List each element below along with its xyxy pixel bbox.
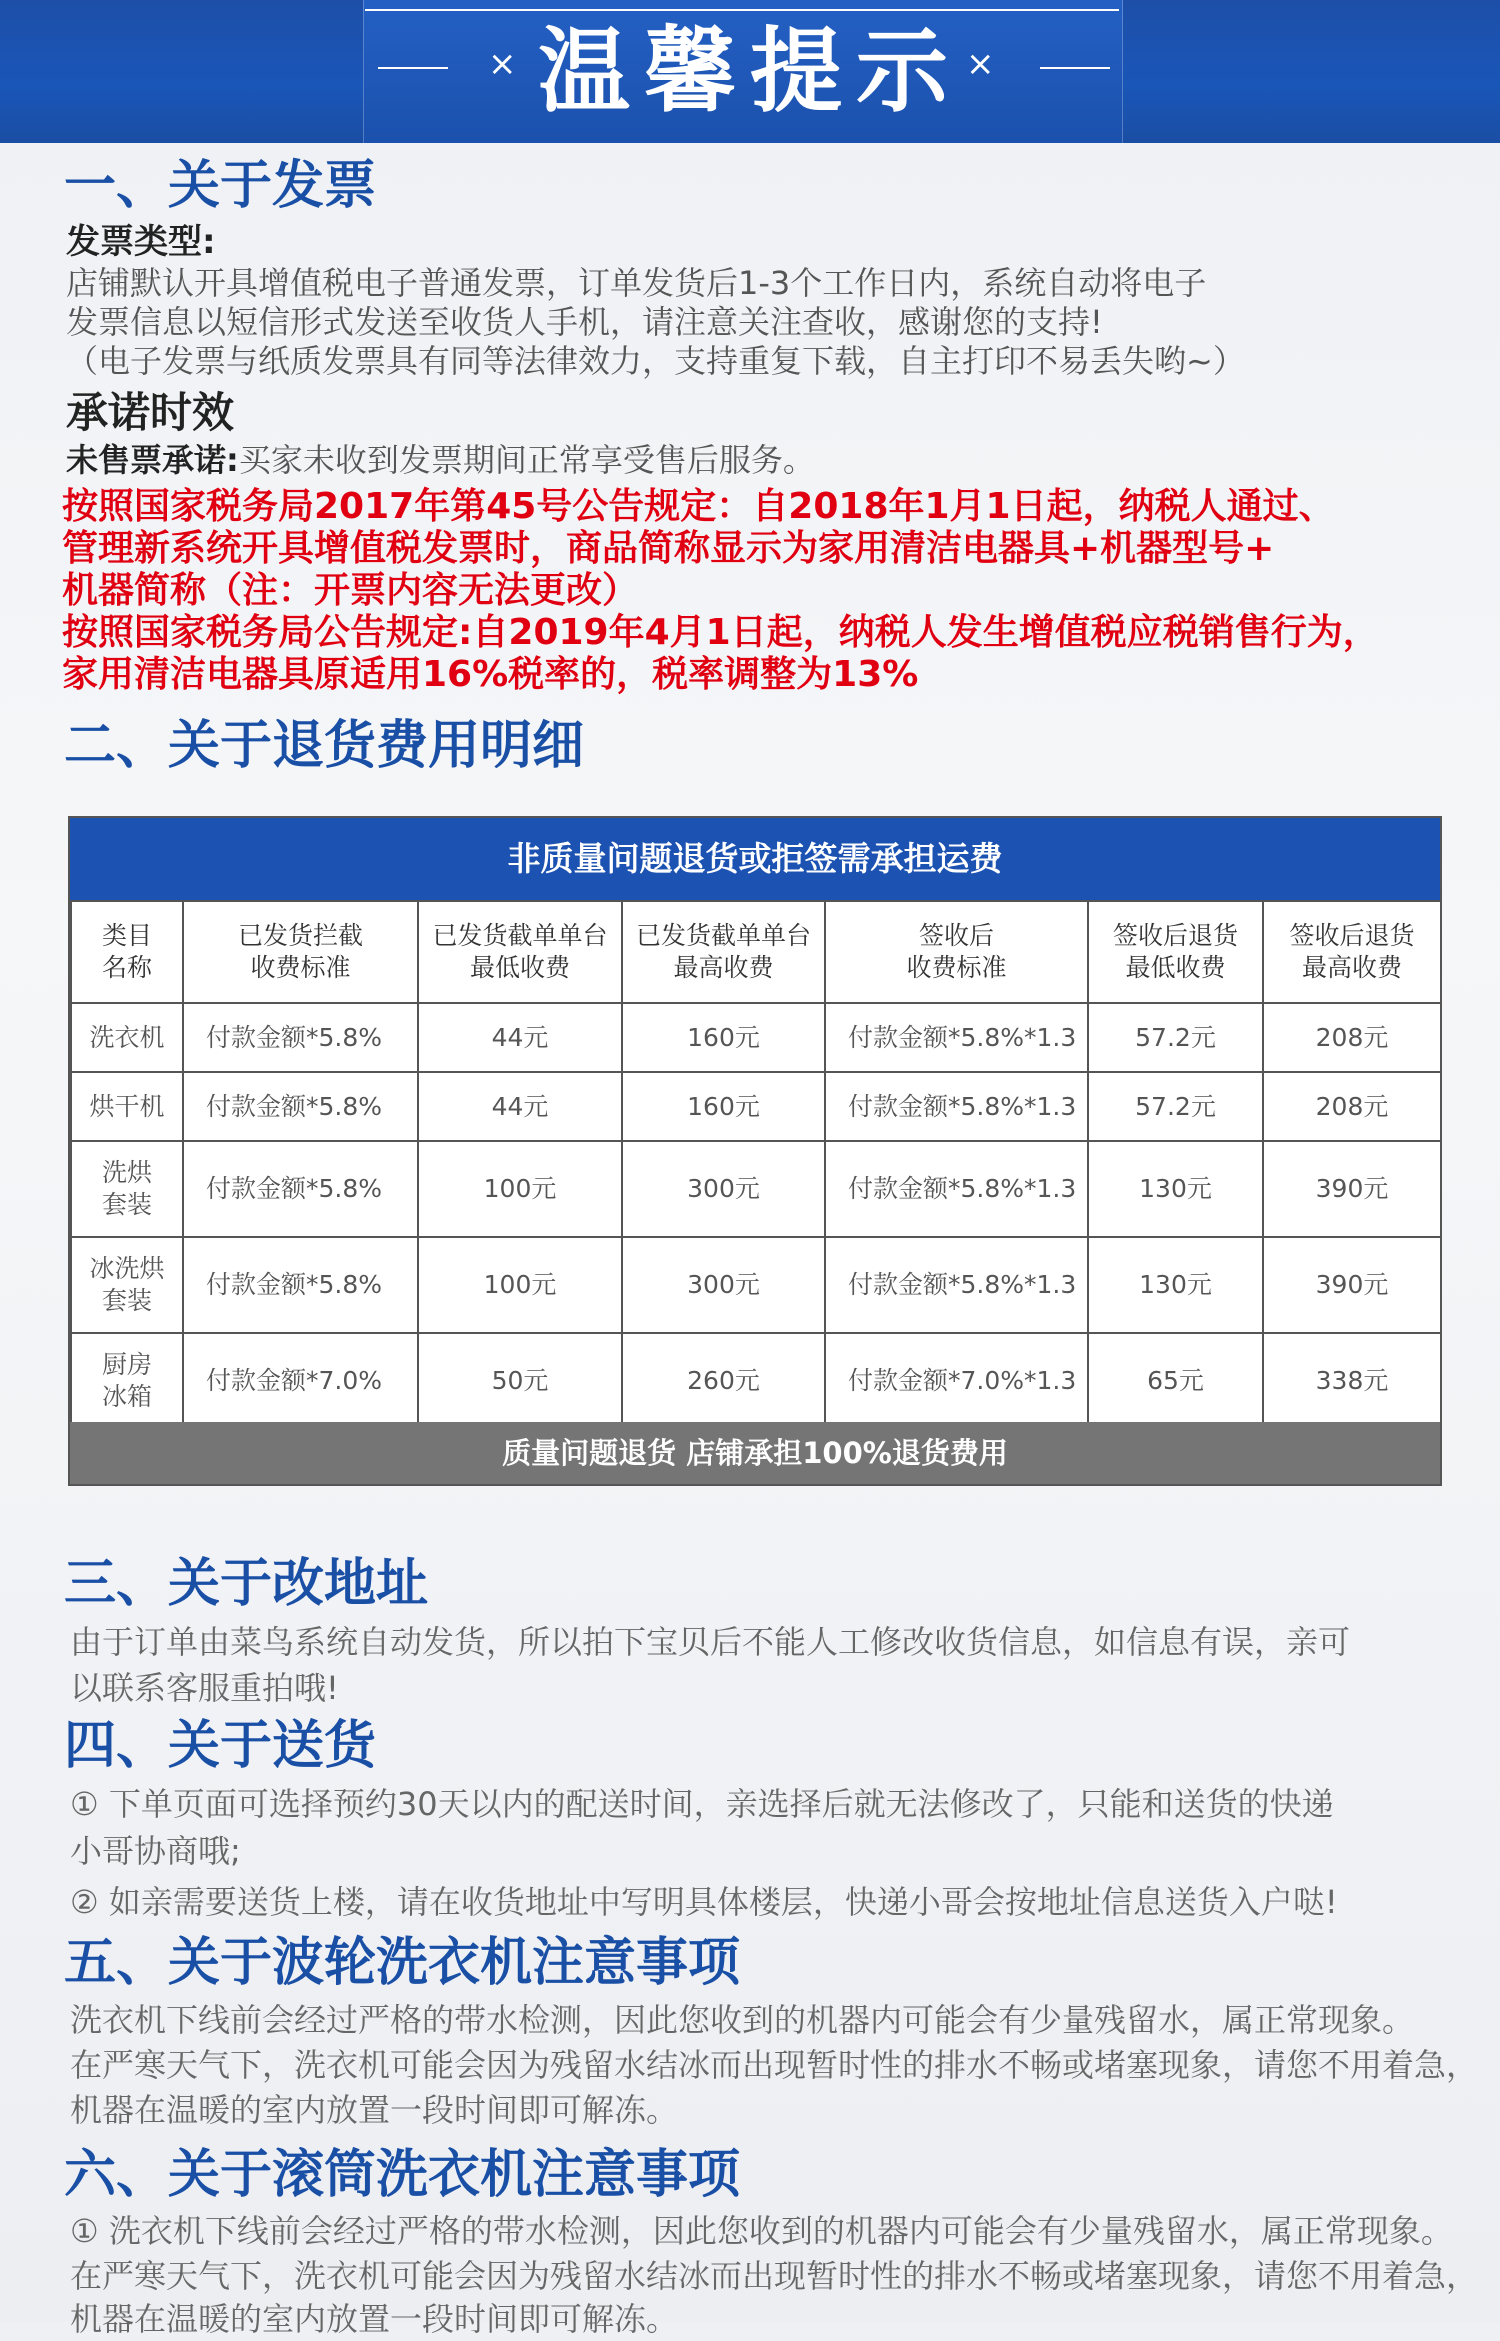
pulsator-text-line: 洗衣机下线前会经过严格的带水检测，因此您收到的机器内可能会有少量残留水，属正常现象。 <box>70 2001 1415 2039</box>
return-max-cell: 338元 <box>1263 1333 1441 1429</box>
return-max-cell: 208元 <box>1263 1072 1441 1141</box>
section-delivery-title: 四、关于送货 <box>64 1716 377 1776</box>
section-address-title: 三、关于改地址 <box>64 1554 429 1614</box>
table-footer: 质量问题退货 店铺承担100%退货费用 <box>70 1422 1440 1484</box>
intercept-std-cell: 付款金额*5.8% <box>183 1141 418 1237</box>
invoice-text-line: （电子发票与纸质发票具有同等法律效力，支持重复下载，自主打印不易丢失哟~） <box>66 342 1245 380</box>
column-header: 类目 名称 <box>71 901 183 1003</box>
sign-std-cell: 付款金额*5.8%*1.3 <box>825 1141 1088 1237</box>
return-min-cell: 65元 <box>1088 1333 1263 1429</box>
page-title: 温馨提示 <box>537 18 962 125</box>
intercept-std-cell: 付款金额*5.8% <box>183 1237 418 1333</box>
return-min-cell: 130元 <box>1088 1237 1263 1333</box>
column-header: 已发货截单单台 最低收费 <box>418 901 622 1003</box>
category-cell: 冰洗烘 套装 <box>71 1237 183 1333</box>
promise-label: 未售票承诺: <box>66 441 239 479</box>
tax-notice-line: 管理新系统开具增值税发票时，商品简称显示为家用清洁电器具+机器型号+ <box>62 528 1275 569</box>
sign-std-cell: 付款金额*5.8%*1.3 <box>825 1072 1088 1141</box>
category-cell: 烘干机 <box>71 1072 183 1141</box>
min-fee-cell: 44元 <box>418 1003 622 1072</box>
pulsator-text-line: 机器在温暖的室内放置一段时间即可解冻。 <box>70 2091 679 2129</box>
max-fee-cell: 260元 <box>622 1333 825 1429</box>
sign-std-cell: 付款金额*5.8%*1.3 <box>825 1003 1088 1072</box>
max-fee-cell: 300元 <box>622 1141 825 1237</box>
section-returns-title: 二、关于退货费用明细 <box>64 716 585 776</box>
address-text-line: 以联系客服重拍哦! <box>70 1669 339 1707</box>
return-min-cell: 130元 <box>1088 1141 1263 1237</box>
return-fee-table <box>68 816 1442 1486</box>
promise-title: 承诺时效 <box>66 388 235 437</box>
deco-cross-right-icon: × <box>966 44 995 84</box>
section-pulsator-title: 五、关于波轮洗衣机注意事项 <box>64 1933 741 1993</box>
intercept-std-cell: 付款金额*5.8% <box>183 1072 418 1141</box>
promise-text: 买家未收到发票期间正常享受售后服务。 <box>238 441 815 479</box>
promise-line <box>66 441 815 479</box>
min-fee-cell: 44元 <box>418 1072 622 1141</box>
max-fee-cell: 160元 <box>622 1003 825 1072</box>
column-header: 已发货拦截 收费标准 <box>183 901 418 1003</box>
min-fee-cell: 100元 <box>418 1141 622 1237</box>
return-max-cell: 390元 <box>1263 1237 1441 1333</box>
delivery-text-line: ② 如亲需要送货上楼，请在收货地址中写明具体楼层，快递小哥会按地址信息送货入户哒! <box>70 1883 1338 1921</box>
drum-text-line: ① 洗衣机下线前会经过严格的带水检测，因此您收到的机器内可能会有少量残留水，属正常现象。 <box>70 2212 1453 2250</box>
banner-top-line <box>365 9 1119 11</box>
drum-text-line: 在严寒天气下，洗衣机可能会因为残留水结冰而出现暂时性的排水不畅或堵塞现象，请您不用着急， <box>70 2257 1479 2295</box>
tax-notice-line: 机器简称（注：开票内容无法更改） <box>62 570 639 611</box>
table-row <box>71 1237 1441 1333</box>
address-text-line: 由于订单由菜鸟系统自动发货，所以拍下宝贝后不能人工修改收货信息，如信息有误，亲可 <box>70 1623 1351 1661</box>
table-row <box>71 1072 1441 1141</box>
invoice-type-label: 发票类型: <box>66 222 216 262</box>
column-header: 签收后 收费标准 <box>825 901 1088 1003</box>
return-max-cell: 390元 <box>1263 1141 1441 1237</box>
table-row <box>71 1333 1441 1429</box>
category-cell: 洗烘 套装 <box>71 1141 183 1237</box>
category-cell: 洗衣机 <box>71 1003 183 1072</box>
table-row <box>71 1141 1441 1237</box>
header-banner <box>0 0 1500 143</box>
table-header-row <box>71 901 1441 1003</box>
invoice-text-line: 店铺默认开具增值税电子普通发票，订单发货后1-3个工作日内，系统自动将电子 <box>66 264 1207 302</box>
table-title: 非质量问题退货或拒签需承担运费 <box>70 818 1440 900</box>
invoice-text-line: 发票信息以短信形式发送至收货人手机，请注意关注查收，感谢您的支持! <box>66 303 1103 341</box>
max-fee-cell: 300元 <box>622 1237 825 1333</box>
return-min-cell: 57.2元 <box>1088 1072 1263 1141</box>
tax-notice-line: 按照国家税务局公告规定:自2019年4月1日起，纳税人发生增值税应税销售行为， <box>62 612 1379 653</box>
deco-cross-left-icon: × <box>488 44 517 84</box>
sign-std-cell: 付款金额*7.0%*1.3 <box>825 1333 1088 1429</box>
return-min-cell: 57.2元 <box>1088 1003 1263 1072</box>
tax-notice-line: 按照国家税务局2017年第45号公告规定：自2018年1月1日起，纳税人通过、 <box>62 486 1335 527</box>
table-row <box>71 1003 1441 1072</box>
column-header: 签收后退货 最高收费 <box>1263 901 1441 1003</box>
max-fee-cell: 160元 <box>622 1072 825 1141</box>
pulsator-text-line: 在严寒天气下，洗衣机可能会因为残留水结冰而出现暂时性的排水不畅或堵塞现象，请您不用着急， <box>70 2046 1479 2084</box>
column-header: 签收后退货 最低收费 <box>1088 901 1263 1003</box>
tax-notice-line: 家用清洁电器具原适用16%税率的，税率调整为13% <box>62 654 919 695</box>
min-fee-cell: 50元 <box>418 1333 622 1429</box>
column-header: 已发货截单单台 最高收费 <box>622 901 825 1003</box>
intercept-std-cell: 付款金额*5.8% <box>183 1003 418 1072</box>
min-fee-cell: 100元 <box>418 1237 622 1333</box>
section-invoice-title: 一、关于发票 <box>64 156 377 216</box>
delivery-text-line: ① 下单页面可选择预约30天以内的配送时间，亲选择后就无法修改了，只能和送货的快递 <box>70 1785 1334 1823</box>
fee-grid <box>70 900 1442 1430</box>
drum-text-line: 机器在温暖的室内放置一段时间即可解冻。 <box>70 2300 679 2338</box>
section-drum-title: 六、关于滚筒洗衣机注意事项 <box>64 2145 741 2205</box>
sign-std-cell: 付款金额*5.8%*1.3 <box>825 1237 1088 1333</box>
category-cell: 厨房 冰箱 <box>71 1333 183 1429</box>
delivery-text-line: 小哥协商哦; <box>70 1832 241 1870</box>
return-max-cell: 208元 <box>1263 1003 1441 1072</box>
intercept-std-cell: 付款金额*7.0% <box>183 1333 418 1429</box>
